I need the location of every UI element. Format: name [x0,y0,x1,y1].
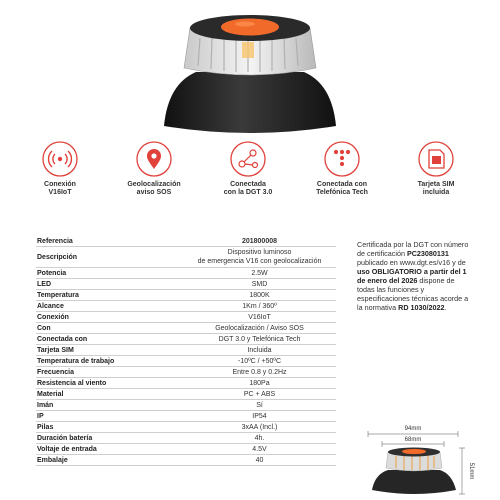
spec-value: PC + ABS [182,389,336,400]
spec-row [36,356,336,367]
feature-conexion [18,140,102,197]
feature-geolocalizacion [112,140,196,197]
feature-row [18,140,488,210]
spec-key: Material [36,389,182,400]
spec-key: Alcance [36,301,182,312]
wireless-signal-icon [41,140,79,178]
spec-value: DGT 3.0 y Telefónica Tech [182,334,336,345]
cert-text: y de [450,258,466,267]
spec-key: Tarjeta SIM [36,345,182,356]
spec-key: Duración batería [36,433,182,444]
spec-value: Sí [182,400,336,411]
sim-card-icon [417,140,455,178]
spec-key: Conectada con [36,334,182,345]
spec-row [36,444,336,455]
spec-key: Embalaje [36,455,182,466]
spec-value: V16IoT [182,312,336,323]
spec-value: 40 [182,455,336,466]
spec-value: 1800K [182,290,336,301]
spec-row [36,334,336,345]
spec-value: 4.5V [182,444,336,455]
feature-dgt [206,140,290,197]
spec-key: LED [36,279,182,290]
cert-mandatory: uso OBLIGATORIO a partir del 1 de enero del 2026 [357,267,467,285]
spec-row [36,279,336,290]
spec-row [36,301,336,312]
spec-value: 3xAA (Incl.) [182,422,336,433]
spec-value: 1Km / 360º [182,301,336,312]
cert-text: Certificada por la DGT con número de certificación [357,240,469,258]
spec-row [36,400,336,411]
spec-value: Dispositivo luminoso de emergencia V16 con geolocalización [182,247,336,268]
spec-row [36,345,336,356]
spec-row [36,312,336,323]
spec-row [36,422,336,433]
spec-key: Temperatura de trabajo [36,356,182,367]
spec-key: Referencia [36,236,182,247]
spec-row [36,247,336,268]
spec-key: Pilas [36,422,182,433]
network-nodes-icon [229,140,267,178]
cert-url: www.dgt.es/v16 [399,258,451,267]
location-pin-icon [135,140,173,178]
spec-value: -10ºC / +50ºC [182,356,336,367]
spec-row [36,268,336,279]
spec-row [36,433,336,444]
spec-row [36,236,336,247]
feature-label: Conectada con Telefónica Tech [316,181,368,196]
certification-text [357,240,469,312]
spec-value: IP54 [182,411,336,422]
dimensions-diagram [362,418,472,498]
spec-key: Frecuencia [36,367,182,378]
spec-key: Voltaje de entrada [36,444,182,455]
spec-row [36,367,336,378]
dim-height: 51mm [468,462,474,480]
spec-value: Incluida [182,345,336,356]
spec-value: 2.5W [182,268,336,279]
cert-text: . [444,303,447,312]
spec-value: 201800008 [182,236,336,247]
feature-label: Conexión V16IoT [44,181,76,196]
spec-key: Potencia [36,268,182,279]
spec-value: 4h. [182,433,336,444]
cert-norm: RD 1030/2022 [398,303,445,312]
spec-row [36,389,336,400]
spec-key: IP [36,411,182,422]
spec-value: 180Pa [182,378,336,389]
cert-number: PC23080131 [406,249,449,258]
spec-key: Conexión [36,312,182,323]
spec-value: SMD [182,279,336,290]
spec-row [36,455,336,466]
spec-row [36,378,336,389]
spec-key: Resistencia al viento [36,378,182,389]
spec-key: Con [36,323,182,334]
feature-label: Tarjeta SIM incluida [417,181,455,196]
feature-telefonica [300,140,384,197]
feature-label: Geolocalización aviso SOS [127,181,181,196]
spec-row [36,290,336,301]
cert-text: publicado en [357,258,400,267]
spec-value: Geolocalización / Aviso SOS [182,323,336,334]
specs-table [36,236,336,466]
feature-label: Conectada con la DGT 3.0 [223,181,273,196]
spec-key: Imán [36,400,182,411]
dim-outer-width: 94mm [404,426,422,432]
spec-key: Temperatura [36,290,182,301]
product-image [150,6,350,136]
spec-value: Entre 0.8 y 0.2Hz [182,367,336,378]
cert-text: dispone de todas las funciones y especificaciones técnicas acorde a la normativa [357,276,469,312]
dim-inner-width: 68mm [404,437,422,443]
telefonica-dots-icon [323,140,361,178]
spec-row [36,411,336,422]
feature-sim [394,140,478,197]
spec-key: Descripción [36,247,182,268]
spec-row [36,323,336,334]
